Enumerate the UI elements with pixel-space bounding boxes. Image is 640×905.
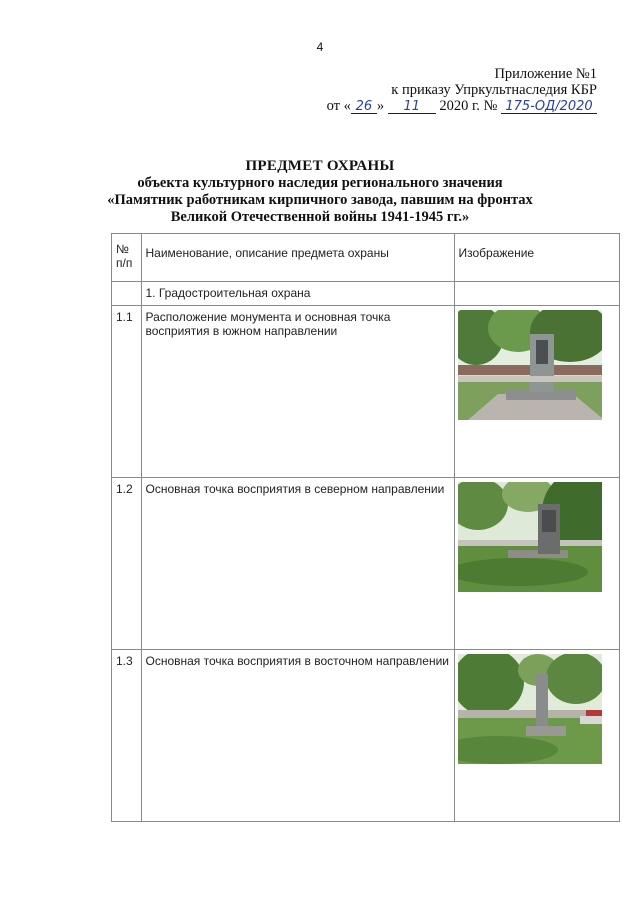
title-line-3: «Памятник работникам кирпичного завода, павшим на фронтах bbox=[107, 192, 533, 208]
document-title bbox=[0, 158, 640, 226]
title-line-2: объекта культурного наследия регионального значения bbox=[137, 175, 503, 191]
row-num: 1.1 bbox=[112, 306, 142, 478]
title-line-1: ПРЕДМЕТ ОХРАНЫ bbox=[245, 158, 395, 174]
row-desc: Основная точка восприятия в восточном направлении bbox=[141, 650, 454, 822]
header-num: № п/п bbox=[112, 234, 142, 282]
annex-title: Приложение №1 bbox=[494, 66, 597, 82]
row-num: 1.2 bbox=[112, 478, 142, 650]
date-month: 11 bbox=[388, 100, 436, 114]
section-label: 1. Градостроительная охрана bbox=[141, 282, 454, 306]
row-desc: Расположение монумента и основная точка восприятия в южном направлении bbox=[141, 306, 454, 478]
protection-table bbox=[111, 233, 620, 822]
table-row bbox=[112, 650, 620, 822]
monument-east-photo bbox=[458, 654, 602, 764]
header-image: Изображение bbox=[454, 234, 619, 282]
date-prefix: от « bbox=[326, 98, 351, 114]
row-desc: Основная точка восприятия в северном направлении bbox=[141, 478, 454, 650]
header-desc: Наименование, описание предмета охраны bbox=[141, 234, 454, 282]
annex-order-ref: к приказу Упркультнаследия КБР bbox=[391, 82, 597, 98]
date-day: 26 bbox=[351, 100, 377, 114]
section-row bbox=[112, 282, 620, 306]
monument-south-photo bbox=[458, 310, 602, 420]
title-line-4: Великой Отечественной войны 1941-1945 гг.» bbox=[170, 209, 470, 225]
row-num: 1.3 bbox=[112, 650, 142, 822]
table-header-row bbox=[112, 234, 620, 282]
annex-block bbox=[327, 66, 597, 114]
page-number: 4 bbox=[316, 40, 324, 54]
monument-north-photo bbox=[458, 482, 602, 592]
table-row bbox=[112, 306, 620, 478]
table-row bbox=[112, 478, 620, 650]
annex-date-line bbox=[327, 98, 597, 114]
order-number: 175-ОД/2020 bbox=[501, 100, 597, 114]
date-mid: » bbox=[376, 98, 385, 114]
date-year: 2020 г. № bbox=[439, 98, 498, 114]
